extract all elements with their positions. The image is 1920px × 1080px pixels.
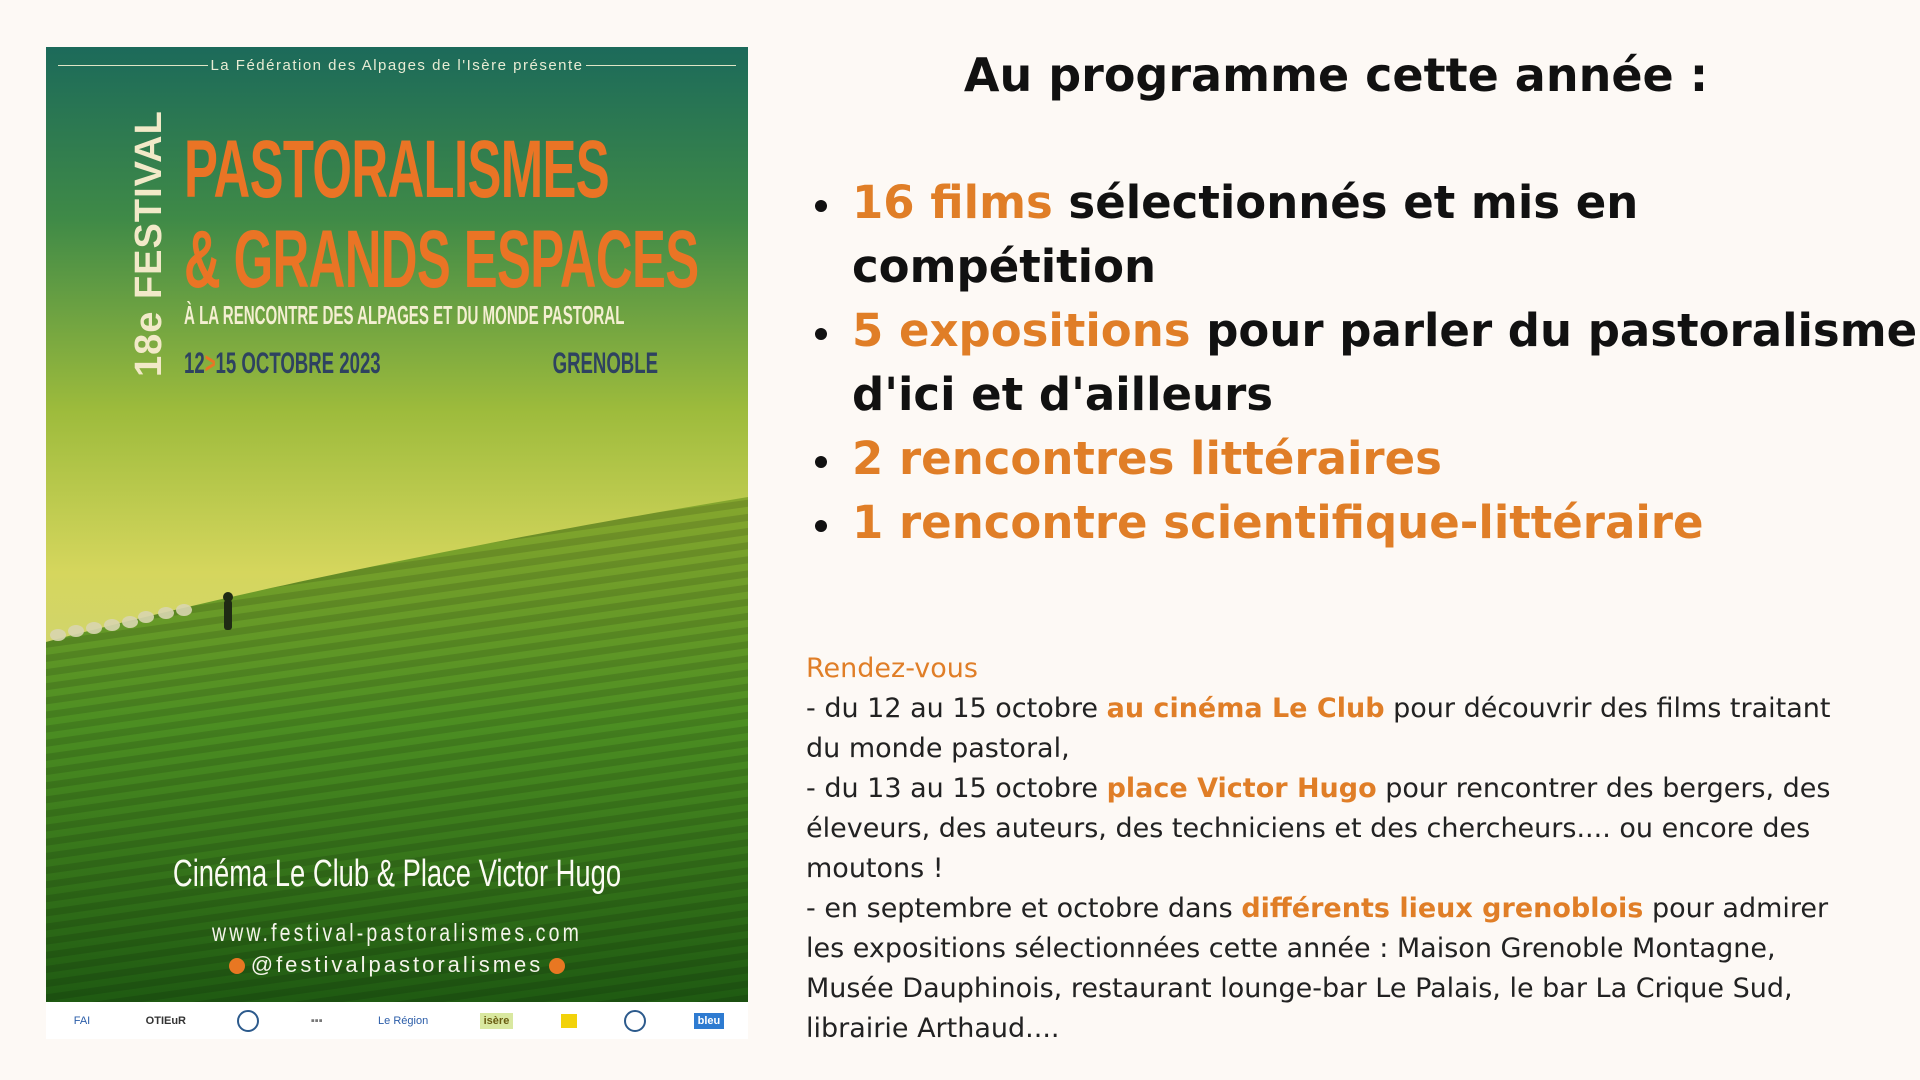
list-item — [846, 299, 1920, 427]
poster-title-line1: PASTORALISMES — [184, 124, 610, 215]
poster-instagram — [46, 952, 748, 978]
poster-artwork — [46, 47, 748, 1002]
festival-poster — [46, 47, 748, 1039]
poster-instagram-handle: @festivalpastoralismes — [250, 952, 544, 977]
partner-logo-fai: FAI — [73, 1014, 91, 1027]
list-item-highlight: 1 rencontre scientifique-littéraire — [852, 496, 1704, 549]
partner-logo-region: Le Région — [378, 1014, 429, 1027]
partner-logo-seal — [624, 1010, 646, 1032]
rendezvous-item-before: - du 13 au 15 octobre — [806, 773, 1107, 804]
rendezvous-item-before: - du 12 au 15 octobre — [806, 693, 1107, 724]
rendezvous-item-after: pour rencontrer des bergers, des éleveurs, des auteurs, des techniciens et des chercheurs.... ou encore des moutons ! — [806, 773, 1831, 884]
poster-dates-end: 15 OCTOBRE 2023 — [215, 347, 381, 380]
facebook-icon — [229, 958, 245, 974]
rendezvous-item — [806, 769, 1866, 889]
partner-logo-isere: isère — [480, 1013, 514, 1029]
list-item — [846, 427, 1920, 491]
poster-city: GRENOBLE — [552, 347, 658, 380]
rendezvous-item-after: pour découvrir des films traitant du monde pastoral, — [806, 693, 1831, 764]
poster-dates-sep: > — [204, 347, 216, 380]
rendezvous-section — [806, 649, 1866, 1049]
list-item-text: pour parler du pastoralisme d'ici et d'ailleurs — [852, 304, 1918, 421]
poster-title-line2: & GRANDS ESPACES — [184, 214, 699, 305]
list-item-highlight: 5 expositions — [852, 304, 1191, 357]
poster-dates — [184, 347, 381, 381]
rendezvous-item-highlight: au cinéma Le Club — [1106, 693, 1385, 724]
partner-logo-mountain — [237, 1010, 259, 1032]
poster-edition: 18e FESTIVAL — [128, 110, 170, 377]
list-item-highlight: 2 rencontres littéraires — [852, 432, 1442, 485]
poster-presenter: La Fédération des Alpages de l'Isère présente — [210, 57, 584, 74]
program-heading: Au programme cette année : — [963, 48, 1709, 102]
list-item-text: sélectionnés et mis en compétition — [852, 176, 1639, 293]
poster-subtitle: À LA RENCONTRE DES ALPAGES ET DU MONDE PASTORAL — [184, 300, 625, 330]
partner-logo-prefecture: ▪▪▪ — [310, 1014, 323, 1027]
rendezvous-item — [806, 689, 1866, 769]
instagram-icon — [549, 958, 565, 974]
poster-partner-logos — [46, 1002, 748, 1039]
list-item — [846, 491, 1920, 555]
poster-dates-start: 12 — [184, 347, 205, 380]
rendezvous-item-highlight: place Victor Hugo — [1106, 773, 1377, 804]
partner-logo-otieur: OTIEuR — [145, 1014, 187, 1027]
rendezvous-item-before: - en septembre et octobre dans — [806, 893, 1242, 924]
partner-logo-france-bleu: bleu — [694, 1013, 725, 1029]
rendezvous-title: Rendez-vous — [806, 653, 978, 684]
rendezvous-item-after: pour admirer les expositions sélectionnées cette année : Maison Grenoble Montagne, Musée Dauphinois, restaurant lounge-bar Le Palais, le bar La Crique Sud, librairie Arthaud.... — [806, 893, 1829, 1044]
partner-logo-yellow — [561, 1014, 577, 1028]
rendezvous-item-highlight: différents lieux grenoblois — [1241, 893, 1644, 924]
poster-website: www.festival-pastoralismes.com — [212, 919, 582, 947]
list-item — [846, 171, 1920, 299]
program-list — [806, 171, 1920, 555]
list-item-highlight: 16 films — [852, 176, 1053, 229]
rendezvous-item — [806, 889, 1866, 1049]
poster-venue: Cinéma Le Club & Place Victor Hugo — [172, 853, 622, 895]
